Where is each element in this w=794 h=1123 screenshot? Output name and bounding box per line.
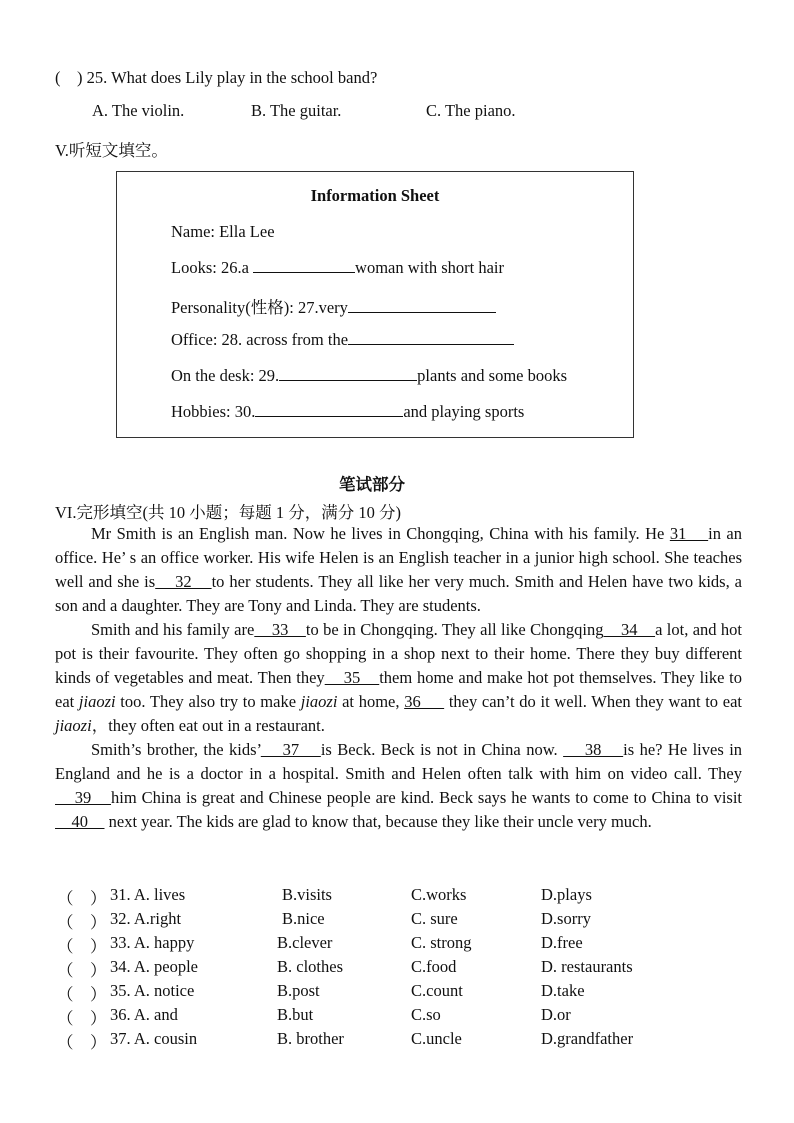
q25-option-a: A. The violin. — [92, 101, 185, 120]
choice-row-32 — [0, 909, 794, 933]
choice-row-36 — [0, 1005, 794, 1029]
answer-paren: （ ） — [57, 937, 107, 956]
choice-row-37 — [0, 1029, 794, 1053]
answer-paren: （ ） — [57, 913, 107, 932]
choice-c: C.uncle — [411, 1029, 462, 1048]
passage-paragraph-2 — [55, 618, 742, 738]
choice-row-34 — [0, 957, 794, 981]
blank-39: 39 — [55, 788, 112, 807]
choice-question: 31. A. lives — [110, 885, 186, 904]
choice-d: D.or — [541, 1005, 571, 1024]
blank-33: 33 — [254, 620, 306, 639]
info-hobbies-prefix: Hobbies: 30. — [171, 402, 256, 421]
passage-text: too. They also try to make — [115, 692, 301, 711]
section-6-title: VI.完形填空(共 10 小题；每题 1 分，满分 10 分) — [55, 503, 402, 522]
passage-text: is he? He lives in England and he is a doctor in a hospital. Smith and Helen often talk with him on video call. They — [55, 740, 743, 783]
passage-text: next year. The kids are glad to know that, because they like their uncle very much. — [104, 812, 652, 831]
info-looks-prefix: Looks: 26.a — [171, 258, 254, 277]
choice-d: D.take — [541, 981, 585, 1000]
choice-b: B.nice — [282, 909, 325, 928]
choice-question: 34. A. people — [110, 957, 198, 976]
choice-d: D.grandfather — [541, 1029, 634, 1048]
choice-question: 36. A. and — [110, 1005, 178, 1024]
passage-text: ，they often eat out in a restaurant. — [91, 716, 325, 735]
question-25-stem: ( ) 25. What does Lily play in the school band? — [55, 68, 378, 87]
blank-35: 35 — [324, 668, 380, 687]
choice-question: 32. A.right — [110, 909, 182, 928]
blank-36: 36 — [404, 692, 445, 711]
passage-text: Smith’s brother, the kids’ — [91, 740, 261, 759]
passage-text: to be in Chongqing. They all like Chongqing — [305, 620, 604, 639]
passage-text: in an office. He’ s an office worker. His wife Helen is an English teacher in a junior high school. She teaches well and she is — [55, 524, 742, 591]
section-5-title: V.听短文填空。 — [55, 141, 168, 160]
passage-paragraph-1 — [55, 522, 742, 618]
passage-text: at home, — [337, 692, 405, 711]
choice-b: B. brother — [277, 1029, 344, 1048]
info-office-label: Office: 28. across from the — [171, 330, 349, 349]
info-hobbies-suffix: and playing sports — [403, 402, 525, 421]
q25-option-c: C. The piano. — [426, 101, 516, 120]
blank-32: 32 — [155, 572, 212, 591]
blank-38: 38 — [563, 740, 624, 759]
passage-text: them home and make hot pot themselves. They like to eat — [55, 668, 742, 711]
choice-c: C.so — [411, 1005, 441, 1024]
choice-c: C.food — [411, 957, 457, 976]
passage-text: a lot, and hot pot is their favourite. They often go shopping in a shop next to their home. There they buy different kinds of vegetables and meat. Then they — [55, 620, 742, 687]
info-office — [171, 330, 514, 350]
choice-d: D.plays — [541, 885, 592, 904]
blank-34: 34 — [603, 620, 656, 639]
cloze-passage — [55, 522, 742, 834]
info-personality-label: Personality(性格): 27.very — [171, 298, 348, 317]
choice-b: B.post — [277, 981, 320, 1000]
choice-b: B.visits — [282, 885, 332, 904]
choice-d: D. restaurants — [541, 957, 633, 976]
choice-b: B.but — [277, 1005, 314, 1024]
choice-c: C. sure — [411, 909, 458, 928]
passage-italic-word: jiaozi — [55, 716, 92, 735]
answer-paren: （ ） — [57, 1033, 107, 1052]
choice-question: 33. A. happy — [110, 933, 195, 952]
passage-italic-word: jiaozi — [78, 692, 116, 711]
blank-29 — [279, 366, 417, 381]
info-looks-suffix: woman with short hair — [355, 258, 504, 277]
passage-italic-word: jiaozi — [300, 692, 338, 711]
choice-d: D.free — [541, 933, 583, 952]
information-sheet — [116, 171, 634, 438]
info-desk-prefix: On the desk: 29. — [171, 366, 280, 385]
info-desk-suffix: plants and some books — [417, 366, 568, 385]
q25-option-b: B. The guitar. — [251, 101, 342, 120]
choice-b: B.clever — [277, 933, 333, 952]
choice-b: B. clothes — [277, 957, 343, 976]
answer-paren: （ ） — [57, 961, 107, 980]
choice-question: 37. A. cousin — [110, 1029, 198, 1048]
answer-paren: （ ） — [57, 889, 107, 908]
blank-30 — [255, 402, 403, 417]
info-desk — [171, 366, 567, 386]
info-personality — [171, 294, 496, 318]
blank-27 — [348, 298, 496, 313]
passage-text: is Beck. Beck is not in China now. — [320, 740, 564, 759]
blank-37: 37 — [260, 740, 321, 759]
choice-d: D.sorry — [541, 909, 591, 928]
passage-paragraph-3 — [55, 738, 742, 834]
info-hobbies — [171, 402, 524, 422]
blank-40: 40 — [55, 812, 105, 831]
passage-text: him China is great and Chinese people are kind. Beck says he wants to come to China to visit — [111, 788, 742, 807]
choice-row-33 — [0, 933, 794, 957]
blank-31: 31 — [669, 524, 709, 543]
info-name: Name: Ella Lee — [171, 222, 275, 241]
choice-question: 35. A. notice — [110, 981, 195, 1000]
choice-c: C. strong — [411, 933, 472, 952]
choice-c: C.count — [411, 981, 463, 1000]
passage-text: Smith and his family are — [91, 620, 255, 639]
blank-26 — [253, 258, 355, 273]
answer-paren: （ ） — [57, 1009, 107, 1028]
passage-text: to her students. They all like her very much. Smith and Helen have two kids, a son and a daughter. They are Tony and Linda. They are students. — [55, 572, 743, 615]
information-sheet-title: Information Sheet — [310, 186, 440, 205]
info-looks — [171, 258, 504, 278]
answer-paren: （ ） — [57, 985, 107, 1004]
written-part-title: 笔试部分 — [339, 475, 405, 494]
choice-c: C.works — [411, 885, 467, 904]
blank-28 — [348, 330, 514, 345]
passage-text: Mr Smith is an English man. Now he lives in Chongqing, China with his family. He — [91, 524, 670, 543]
passage-text: they can’t do it well. When they want to eat — [444, 692, 742, 711]
choice-row-31 — [0, 885, 794, 909]
choice-row-35 — [0, 981, 794, 1005]
